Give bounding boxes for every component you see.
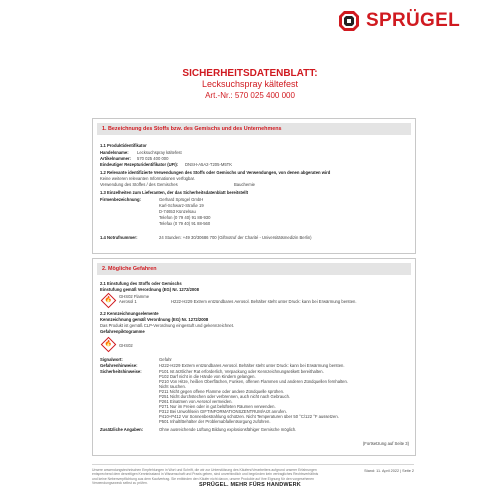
footer-disclaimer: Unsere anwendungstechnischen Empfehlungen in Wort und Schrift, die wir zur Unterstützung des Käufers/Verarbeiters aufgrund unserer Erfahrungen entsprechend dem derzeitigen Kenntnisstand in Wissenschaft und Praxis geben, sind unverbindlich und begründen kein vertragliches Rechtsverhältnis und keine Nebenverpflichtung aus dem Kaufvertrag. Sie entbinden den Käufer nicht davon, unsere Produkte auf ihre Eignung für den vorgesehenen Verwendungszweck selbst zu prüfen.	[92, 468, 319, 486]
p-line-5: P211 Nicht gegen offene Flamme oder andere Zündquelle sprühen.	[159, 389, 285, 394]
section-1-title: 1. Bezeichnung des Stoffs bzw. des Gemischs und des Unternehmens	[97, 123, 411, 135]
document-header	[0, 68, 500, 101]
firma-label: Firmenbezeichnung:	[100, 197, 141, 202]
zusatz-label: Zusätzliche Angaben:	[100, 427, 144, 432]
artikel-value: 570 025 400 000	[137, 156, 169, 161]
p-line-4: Nicht rauchen.	[159, 384, 186, 389]
ghs02-pictogram-icon: 🔥	[101, 337, 117, 353]
firma-line-4: Telefon (0 79 40) 91 88-930	[159, 215, 211, 220]
s14-value: 24 Stunden: +49 30/30686 700 (Giftnotruf der Charité - Universitätsmedizin Berlin)	[159, 235, 312, 240]
p-line-7: P261 Einatmen von Aerosol vermeiden.	[159, 399, 233, 404]
ufi-label: Eindeutiger Rezepturidentifikator (UFI):	[100, 162, 179, 167]
p-line-8: P271 Nur im Freien oder in gut belüfteten Räumen verwenden.	[159, 404, 276, 409]
piktogramme-label: Gefahrenpiktogramme	[100, 329, 145, 334]
footer-stand: Stand: 11. April 2022 | Seite 2	[364, 469, 414, 473]
artikel-label: Artikelnummer:	[100, 156, 131, 161]
product-name: Lecksuchspray kältefest	[201, 79, 299, 89]
zusatz-value: Ohne ausreichende Lüftung Bildung explosionsfähiger Gemische möglich.	[159, 427, 297, 432]
brand-logo	[338, 10, 460, 32]
handelsname-label: Handelsname:	[100, 150, 129, 155]
s22-line: Das Produkt ist gemäß CLP-Verordnung eingestuft und gekennzeichnet.	[100, 323, 235, 328]
p-line-11: P501 Inhalt/Behälter der Problemabfallentsorgung zuführen.	[159, 419, 271, 424]
p-line-10: P410+P412 Vor Sonnenbestrahlung schützen. Nicht Temperaturen über 50 °C/122 °F aussetzen.	[159, 414, 339, 419]
handelsname-value: Lecksuchspray kältefest	[137, 150, 182, 155]
continued-note: (Fortsetzung auf Seite 3)	[362, 441, 409, 446]
p-line-2: P102 Darf nicht in die Hände von Kindern gelangen.	[159, 374, 256, 379]
footer-slogan: SPRÜGEL. MEHR FÜRS HANDWERK	[199, 482, 301, 488]
signal-value: Gefahr	[159, 357, 172, 362]
s12-line2-value: Bauchemie	[234, 182, 255, 187]
article-number: Art.-Nr.: 570 025 400 000	[205, 91, 295, 100]
firma-line-3: D-74653 Künzelsau	[159, 209, 196, 214]
firma-line-5: Telefax (0 79 40) 91 88-560	[159, 221, 211, 226]
s22-title: 2.2 Kennzeichnungselemente	[100, 311, 159, 316]
footer-divider	[92, 464, 414, 465]
ghs-class: Aerosol 1	[119, 299, 137, 304]
gefahren-label: Gefahrenhinweise:	[100, 363, 138, 368]
s13-title: 1.3 Einzelheiten zum Lieferanten, der das Sicherheitsdatenblatt bereitstellt	[100, 190, 248, 195]
s21-sub: Einstufung gemäß Verordnung (EG) Nr. 1272/2008	[100, 287, 199, 292]
s11-title: 1.1 Produktidentifikator	[100, 143, 147, 148]
s12-line2-label: Verwendung des Stoffes / des Gemisches	[100, 182, 178, 187]
section-2-title: 2. Mögliche Gefahren	[97, 263, 411, 275]
ghs-text: H222-H229 Extrem entzündbares Aerosol. Behälter steht unter Druck: kann bei Erwärmung bersten.	[171, 299, 357, 304]
brand-logo-icon	[338, 10, 360, 32]
ghs02-flame-icon: 🔥	[101, 293, 117, 309]
p-line-6: P251 Nicht durchstechen oder verbrennen, auch nicht nach Gebrauch.	[159, 394, 291, 399]
section-1	[92, 118, 416, 254]
sicherheit-label: Sicherheitshinweise:	[100, 369, 142, 374]
gefahren-value: H222-H229 Extrem entzündbares Aerosol. Behälter steht unter Druck: kann bei Erwärmung bersten.	[159, 363, 345, 368]
p-line-3: P210 Von Hitze, heißen Oberflächen, Funken, offenen Flammen und anderen Zündquellen fernhalten.	[159, 379, 348, 384]
document-title: SICHERHEITSDATENBLATT:	[182, 68, 318, 79]
brand-name: SPRÜGEL	[366, 10, 460, 31]
ghs-label: GHS02	[119, 343, 133, 348]
s22-sub: Kennzeichnung gemäß Verordnung (EG) Nr. 1272/2008	[100, 317, 209, 322]
ghs-code: GHS02 Flamme	[119, 294, 150, 299]
s12-title: 1.2 Relevante identifizierte Verwendungen des Stoffs oder Gemischs und Verwendungen, von denen abgeraten wird	[100, 170, 331, 175]
s14-label: 1.4 Notrufnummer:	[100, 235, 138, 240]
p-line-1: P101 Ist ärztlicher Rat erforderlich, Verpackung oder Kennzeichnungsetikett bereithalten.	[159, 369, 324, 374]
p-line-9: P312 Bei Unwohlsein GIFTINFORMATIONSZENTRUM/Arzt anrufen.	[159, 409, 287, 414]
s12-line1: Keine weiteren relevanten Informationen verfügbar.	[100, 176, 195, 181]
signal-label: Signalwort:	[100, 357, 123, 362]
firma-line-2: Karl-Schwarz-Straße 19	[159, 203, 204, 208]
s21-title: 2.1 Einstufung des Stoffs oder Gemischs	[100, 281, 182, 286]
ufi-value: DNSH-A5A2-T205-M5TK	[185, 162, 233, 167]
firma-line-1: Gerhard Sprügel GmbH	[159, 197, 204, 202]
section-2	[92, 258, 416, 456]
